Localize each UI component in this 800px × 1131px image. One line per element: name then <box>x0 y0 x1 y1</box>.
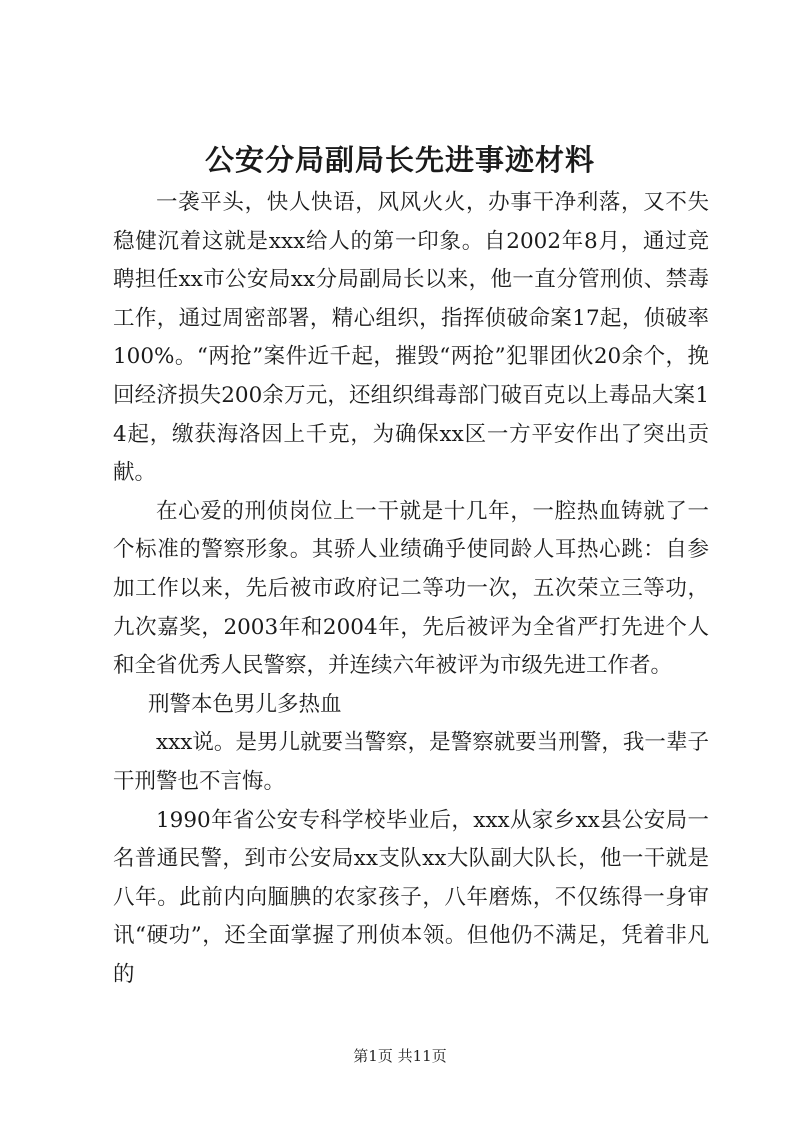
paragraph-career: 在心爱的刑侦岗位上一干就是十几年，一腔热血铸就了一个标准的警察形象。其骄人业绩确乎使同龄人耳热心跳：自参加工作以来，先后被市政府记二等功一次，五次荣立三等功，九次嘉奖，2003年和2004年，先后被评为全省严打先进个人和全省优秀人民警察，并连续六年被评为市级先进工作者。 <box>113 498 709 679</box>
section-heading: 刑警本色男儿多热血 <box>148 691 342 717</box>
document-body <box>113 184 709 994</box>
document-title: 公安分局副局长先进事迹材料 <box>204 143 595 177</box>
paragraph-intro: 一袭平头，快人快语，风风火火，办事干净利落，又不失稳健沉着这就是xxx给人的第一印象。自2002年8月，通过竞聘担任xx市公安局xx分局副局长以来，他一直分管刑侦、禁毒工作，通过周密部署，精心组织，指挥侦破命案17起，侦破率100%。“两抢”案件近千起，摧毁“两抢”犯罪团伙20余个，挽回经济损失200余万元，还组织缉毒部门破百克以上毒品大案14起，缴获海洛因上千克，为确保xx区一方平安作出了突出贡献。 <box>113 190 709 486</box>
paragraph-history: 1990年省公安专科学校毕业后，xxx从家乡xx县公安局一名普通民警，到市公安局xx支队xx大队副大队长，他一干就是八年。此前内向腼腆的农家孩子，八年磨炼，不仅练得一身审讯“硬功”，还全面掌握了刑侦本领。但他仍不满足，凭着非凡的 <box>113 807 709 987</box>
paragraph-quote: xxx说。是男儿就要当警察，是警察就要当刑警，我一辈子干刑警也不言悔。 <box>113 730 709 794</box>
page-number: 第1页 共11页 <box>353 1047 447 1065</box>
